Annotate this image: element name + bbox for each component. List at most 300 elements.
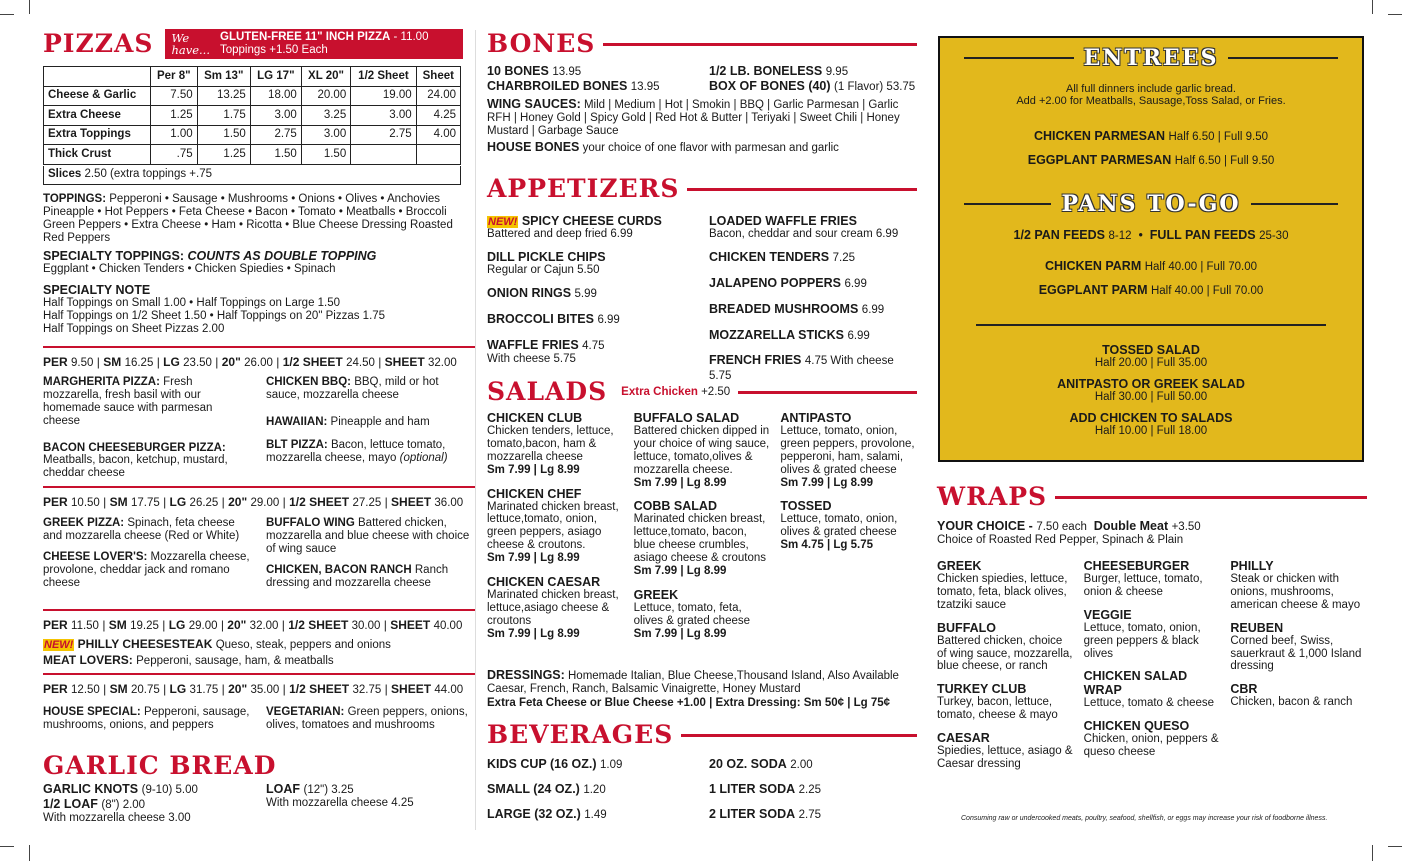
table-cell: 13.25 [197,86,250,106]
table-cell: 2.75 [250,125,301,145]
item-name: BUFFALO SALAD [633,411,740,425]
choice-price: 7.50 each [1036,521,1087,533]
double-price: +3.50 [1171,521,1201,533]
wrap-item [1084,669,1221,710]
item-name: CHICKEN CHEF [487,486,582,501]
item-price: Sm 7.99 | Lg 8.99 [487,552,580,564]
size-price: 32.00 [428,357,457,369]
size-price: 35.00 [250,684,280,696]
divider [43,486,475,488]
table-cell: 24.00 [416,86,460,106]
table-cell: 19.00 [351,86,416,106]
item-desc: Marinated chicken breast, lettuce,tomato, bacon, blue cheese crumbles, asiago cheese & croutons [633,513,766,564]
item-name: DILL PICKLE CHIPS [487,250,606,265]
item-price: 4.75 With cheese 5.75 [709,355,894,383]
crop-mark [1388,14,1402,15]
item-name: CHEESEBURGER [1083,559,1190,573]
item-name: GREEK [937,559,982,573]
crop-mark [0,846,14,847]
salad-item [487,575,624,641]
size-price: 16.25 [124,357,154,369]
size-price: 32.00 [249,620,279,632]
beverage-item [487,782,695,797]
appetizer-item [487,338,695,366]
item-name: TURKEY CLUB [937,682,1027,697]
appetizer-line [709,302,917,317]
table-cell: Extra Cheese [44,106,151,126]
pan-feeds: 1/2 PAN FEEDS 8-12 • FULL PAN FEEDS 25-30 [1013,228,1289,242]
wing-sauces [487,97,912,138]
item-name: EGGPLANT PARM [1038,282,1148,297]
appetizer-line [487,214,695,228]
item-name: CHICKEN, BACON RANCH [266,563,412,576]
meat-lovers-item [43,654,475,668]
appetizer-item [709,328,917,343]
size-label: SHEET [391,495,432,509]
item-desc: Steak or chicken with onions, mushrooms, american cheese & mayo [1230,573,1361,611]
item-name: CBR [1230,682,1258,697]
item-price: (12") 3.25 [303,784,354,796]
sauces-label: WING SAUCES: [487,97,581,111]
item-name: CHARBROILED BONES [487,78,628,93]
item-price: 6.99 [847,329,870,342]
size-price: 26.25 [189,497,219,509]
wraps-choice [937,519,1367,547]
item-price: 6.99 [844,277,867,290]
appetizer-item [487,250,695,277]
item-name: CHICKEN PARM [1044,259,1142,273]
appetizer-item [709,250,917,265]
wrap-item [1230,682,1367,709]
garlic-bread-title: GARLIC BREAD [43,751,277,780]
salad-item [634,499,771,577]
size-label: SHEET [384,355,425,369]
gluten-free-banner [165,29,463,59]
item-desc: With cheese 5.75 [487,352,576,365]
entrees-note [940,83,1362,108]
wraps-title: WRAPS [937,482,1048,511]
item-name: 1/2 LB. BONELESS [709,64,823,78]
item-price: Sm 7.99 | Lg 8.99 [780,476,874,489]
crop-mark [29,845,30,861]
item-price: Half 6.50 | Full 9.50 [1168,131,1269,143]
item-price: 1.49 [584,808,607,821]
note-line: All full dinners include garlic bread. [1066,83,1236,95]
item-price: 7.25 [832,251,856,264]
specialty-text: Eggplant • Chicken Tenders • Chicken Spiedies • Spinach [43,263,336,275]
note-line: Half Toppings on 1/2 Sheet 1.50 • Half Toppings on 20" Pizzas 1.75 [43,309,386,322]
salad-item [487,411,624,477]
price-line: PER 12.50 | SM 20.75 | LG 31.75 | 20" 35.00 | 1/2 SHEET 32.75 | SHEET 44.00 [43,682,464,696]
salad-column [487,411,624,650]
double-label: Double Meat [1093,519,1169,533]
size-price: 27.25 [352,497,382,509]
menu-item [266,564,475,590]
table-cell: 3.00 [301,125,350,145]
item-name: VEGGIE [1083,607,1132,622]
item-desc: Pepperoni, sausage, ham, & meatballs [136,655,334,667]
item-desc: Lettuce, tomato, onion, green peppers & black olives [1083,621,1201,660]
item-desc: Pepperoni, sausage, mushrooms, onions, and peppers [43,706,250,731]
beverage-item [709,807,917,822]
item-price: 9.95 [825,66,849,78]
table-cell: 3.00 [351,106,416,126]
price-line: PER 11.50 | SM 19.25 | LG 29.00 | 20" 32.00 | 1/2 SHEET 30.00 | SHEET 40.00 [43,618,463,632]
size-label: LG [163,355,180,369]
table-cell: 1.50 [197,125,250,145]
crop-mark [1372,845,1373,861]
extra-chicken-price: +2.50 [701,385,731,398]
item-name: CAESAR [937,731,990,745]
menu-item [43,517,252,543]
size-label: SM [108,618,127,632]
item-desc: Green peppers, onions, olives, tomatoes and mushrooms [266,706,468,731]
header-rule [687,188,917,191]
header-rule [1251,203,1338,205]
size-price: 11.50 [71,620,99,632]
table-cell [351,145,416,165]
pans-header [964,192,1338,217]
size-price: 40.00 [433,620,463,632]
appetizer-item [487,286,695,301]
size-price: 29.00 [250,497,280,509]
size-label: LG [169,495,187,509]
item-desc: Battered and deep fried 6.99 [487,228,633,241]
item-name: HOUSE SPECIAL: [43,706,141,718]
item-price: Half 6.50 | Full 9.50 [1174,154,1275,167]
item-price: 13.95 [552,66,582,78]
appetizer-line [709,214,917,228]
entree-items [940,129,1362,168]
item-desc: Pineapple and ham [330,415,430,428]
item-desc: With mozzarella cheese 4.25 [266,796,414,809]
pan-items [940,259,1362,298]
beverage-item [487,807,695,822]
toppings-block [43,193,463,245]
note-label: SPECIALTY NOTE [43,283,151,297]
specialty-pizzas-4 [43,706,475,732]
item-name: CHICKEN PARMESAN [1033,129,1166,143]
size-price: 10.50 [71,497,100,509]
size-price: 24.50 [346,357,375,369]
beverages-header [487,721,917,749]
bones-title: BONES [487,29,596,58]
item-name: EGGPLANT PARMESAN [1027,152,1172,167]
table-cell: .75 [150,145,197,165]
salad-column [634,411,771,650]
table-header-cell: 1/2 Sheet [351,67,416,87]
appetizer-line [487,250,695,264]
divider [43,346,475,348]
wraps-header [937,483,1367,511]
item-price: 13.95 [630,80,660,93]
item-desc: Lettuce, tomato, feta, olives & grated cheese [633,601,751,627]
size-price: 17.75 [130,497,160,509]
salad-item [634,411,771,489]
crop-mark [29,0,30,14]
appetizer-items [487,214,917,394]
salads-title: SALADS [487,377,608,406]
item-price: Sm 7.99 | Lg 8.99 [633,476,727,489]
item-desc: Turkey, bacon, lettuce, tomato, cheese & mayo [937,696,1058,722]
specialty-pizzas-1 [43,376,475,480]
item-desc: Corned beef, Swiss, sauerkraut & 1,000 Island dressing [1230,634,1362,673]
table-header-cell: LG 17" [250,67,301,87]
crop-mark [1372,0,1373,14]
table-header-cell: Sm 13" [197,67,250,87]
wrap-item [1084,719,1221,759]
wrap-item [1230,559,1367,612]
item-price: 2.25 [798,783,821,796]
pizzas-title: PIZZAS [43,29,154,58]
table-cell: 1.50 [301,145,350,165]
new-badge: NEW! [488,216,518,228]
item-name: GARLIC KNOTS [43,782,139,796]
item-name: BUFFALO [937,620,997,635]
size-label: SM [103,355,122,369]
item-name: 10 BONES [487,64,549,78]
item-desc: BBQ, mild or hot sauce, mozzarella cheese [266,376,439,401]
entrees-box [938,36,1364,462]
crop-mark [1388,846,1402,847]
specialty-label: SPECIALTY TOPPINGS: [43,249,184,263]
item-price: 6.99 [597,313,620,326]
header-rule [1228,57,1338,59]
salad-item [634,588,771,641]
item-price: 6.99 [861,303,885,316]
item-desc: Marinated chicken breast, lettuce,tomato, onion, green peppers, asiago cheese & croutons. [487,500,619,552]
salad-items [487,411,917,650]
item-desc: Spinach, feta cheese and mozzarella cheese (Red or White) [43,517,240,542]
table-cell: Cheese & Garlic [44,86,151,106]
specialty-toppings [43,249,463,276]
feed-value: 8-12 [1108,230,1132,242]
salads-header [487,378,917,406]
item-name: CHICKEN BBQ: [266,376,351,388]
beverage-items [487,757,917,822]
divider [43,673,475,675]
item-name: CHICKEN QUESO [1083,719,1190,734]
item-price: 2.75 [798,808,821,821]
item-desc: Bacon, cheddar and sour cream 6.99 [709,228,899,240]
size-label: LG [169,682,187,696]
size-price: 44.00 [434,684,464,696]
note-line: Add +2.00 for Meatballs, Sausage,Toss Salad, or Fries. [1016,95,1286,108]
feed-value: 25-30 [1259,230,1289,242]
item-price: (1 Flavor) 53.75 [834,80,916,93]
item-price: Sm 7.99 | Lg 8.99 [487,627,580,640]
item-desc: Lettuce, tomato, onion, olives & grated cheese [780,513,898,539]
item-desc: Burger, lettuce, tomato, onion & cheese [1083,573,1203,598]
item-desc: Battered chicken dipped in your choice of wing sauce, lettuce, tomato,olives & mozzarella cheese. [633,425,770,476]
size-label: 20" [228,682,248,696]
header-rule [964,203,1051,205]
size-price: 30.00 [351,620,381,632]
menu-item [43,442,252,481]
item-desc: your choice of one flavor with parmesan and garlic [582,142,839,154]
banner-sub: Toppings +1.50 Each [220,44,328,56]
item-name: GREEK [633,587,679,602]
item-name: COBB SALAD [633,499,717,514]
table-cell: 3.25 [301,106,350,126]
item-desc: Bacon, lettuce tomato, mozzarella cheese, mayo [266,438,446,464]
header-rule [1055,496,1367,499]
item-desc: Chicken, onion, peppers & queso cheese [1083,733,1219,759]
item-price: (9-10) 5.00 [141,784,198,796]
item-name: MOZZARELLA STICKS [709,327,844,342]
banner-price: - 11.00 [393,31,429,44]
salad-column [780,411,917,650]
item-name: CHICKEN CLUB [487,411,583,425]
item-name: BACON CHEESEBURGER PIZZA: [43,441,226,454]
specialty-note: COUNTS AS DOUBLE TOPPING [187,249,377,263]
size-price: 20.75 [130,684,160,696]
item-desc: Lettuce, tomato, onion, green peppers, provolone, pepperoni, ham, salami, olives & grated cheese [780,425,915,476]
size-label: 1/2 SHEET [288,618,349,632]
appetizer-line [709,250,917,265]
table-cell: 4.00 [416,125,460,145]
item-desc: Battered chicken, choice of wing sauce, mozzarella, blue cheese, or ranch [937,634,1073,673]
choice-desc: Choice of Roasted Red Pepper, Spinach & Plain [937,533,1184,546]
beverages-title: BEVERAGES [487,720,674,749]
feed-label: 1/2 PAN FEEDS [1013,228,1105,242]
item-name: SPICY CHEESE CURDS [521,214,662,228]
pizzas-header [43,29,463,59]
wrap-item [937,682,1074,722]
entrees-header [964,46,1338,71]
item-name: ANITPASTO OR GREEK SALAD [1057,376,1245,391]
item-desc: Marinated chicken breast, lettuce,asiago cheese & croutons [487,588,619,627]
item-name: TOSSED [780,499,832,514]
item-desc: Chicken tenders, lettuce, tomato,bacon, ham & mozzarella cheese [487,425,614,463]
extra-dressing: Extra Feta Cheese or Blue Cheese +1.00 | Extra Dressing: Sm 50¢ | Lg 75¢ [487,697,891,709]
menu-item [266,376,475,402]
item-name: JALAPENO POPPERS [709,275,841,290]
appetizer-item [709,214,917,241]
slices-row [43,166,461,185]
size-label: 20" [227,618,247,632]
crop-mark [0,14,14,15]
item-name: LOADED WAFFLE FRIES [709,214,857,228]
appetizer-line [487,338,695,353]
bones-items [487,64,917,94]
size-label: 20" [221,355,241,369]
item-price: Sm 7.99 | Lg 8.99 [633,627,727,640]
garlic-bread-items [43,782,475,825]
table-row [44,106,461,126]
item-name: TOSSED SALAD [1102,343,1200,357]
salad-item [780,499,917,552]
table-header-cell: Per 8" [150,67,197,87]
wrap-item [937,559,1074,612]
appetizer-item [487,312,695,327]
appetizer-item [709,302,917,317]
item-name: 1/2 LOAF [43,796,98,811]
philly-item [43,638,475,652]
appetizer-item [709,276,917,291]
banner-we: We [171,30,190,45]
menu-item [266,517,475,556]
wrap-items [937,559,1367,780]
item-opt: (optional) [399,451,448,464]
appetizer-line [709,276,917,291]
item-name: MARGHERITA PIZZA: [43,376,160,388]
menu-item [266,439,475,465]
wrap-item [937,621,1074,674]
bones-header [487,30,917,58]
sauces-text: Mild | Medium | Hot | Smokin | BBQ | Garlic Parmesan | Garlic RFH | Honey Gold | Spicy Gold | Red Hot & Butter | Teriyaki | Sweet Chili | Honey Mustard | Garbage Sauce [487,99,900,137]
table-cell: 20.00 [301,86,350,106]
table-row [44,145,461,165]
table-cell: 7.50 [150,86,197,106]
size-label: PER [43,495,68,509]
new-badge: NEW! [44,639,74,651]
header-rule [681,734,917,737]
appetizer-item [487,214,695,241]
dressings-text: Homemade Italian, Blue Cheese,Thousand Island, Also Available Caesar, French, Ranch, Balsamic Vinaigrette, Honey Mustard [487,670,899,695]
item-desc: Meatballs, bacon, ketchup, mustard, cheddar cheese [43,454,228,480]
dressings [487,668,917,696]
item-price: 1.09 [600,759,623,771]
specialty-note-block [43,283,463,336]
size-price: 32.75 [352,684,382,696]
table-cell: 18.00 [250,86,301,106]
price-line: PER 9.50 | SM 16.25 | LG 23.50 | 20" 26.00 | 1/2 SHEET 24.50 | SHEET 32.00 [43,355,457,369]
menu-item [43,551,252,590]
slices-text: 2.50 (extra toppings +.75 [84,168,212,180]
item-name: BOX OF BONES (40) [709,78,831,93]
toppings-label: TOPPINGS: [43,193,107,205]
item-price: Half 20.00 | Full 35.00 [1094,357,1208,369]
item-desc: Fresh mozzarella, fresh basil with our homemade sauce with parmesan cheese [43,376,213,427]
banner-have: have... [171,43,210,57]
size-price: 36.00 [434,497,464,509]
disclaimer: Consuming raw or undercooked meats, poultry, seafood, shellfish, or eggs may increase your risk of foodborne illness. [961,815,1328,822]
item-desc: Queso, steak, peppers and onions [215,639,391,651]
item-name: VEGETARIAN: [266,706,345,718]
size-label: 1/2 SHEET [289,682,350,696]
salad-pans [940,343,1362,438]
feed-label: FULL PAN FEEDS [1149,228,1256,242]
item-name: PHILLY [1230,559,1274,573]
table-cell: 1.25 [197,145,250,165]
item-price: Sm 4.75 | Lg 5.75 [780,539,874,552]
item-price: Sm 7.99 | Lg 8.99 [633,564,727,577]
item-name: HOUSE BONES [487,140,580,154]
item-name: 20 OZ. SODA [709,757,787,771]
beverage-item [709,782,917,797]
item-price: 4.75 [582,339,605,352]
item-name: HAWAIIAN: [266,415,328,428]
appetizers-title: APPETIZERS [487,174,680,203]
beverage-item [487,757,695,772]
appetizer-line [487,286,695,301]
item-name: CHICKEN TENDERS [709,249,830,264]
size-label: SM [109,682,128,696]
item-price: Half 40.00 | Full 70.00 [1150,284,1264,297]
size-label: PER [43,618,68,632]
choice-label: YOUR CHOICE - [937,519,1033,533]
size-label: 1/2 SHEET [282,355,343,369]
entrees-title: ENTREES [1083,45,1219,71]
size-price: 19.25 [130,620,159,632]
size-label: 1/2 SHEET [289,495,350,509]
item-price: Sm 7.99 | Lg 8.99 [487,463,580,476]
table-cell: 2.75 [351,125,416,145]
appetizer-line [709,328,917,343]
size-price: 31.75 [189,684,219,696]
table-header-cell: XL 20" [301,67,350,87]
